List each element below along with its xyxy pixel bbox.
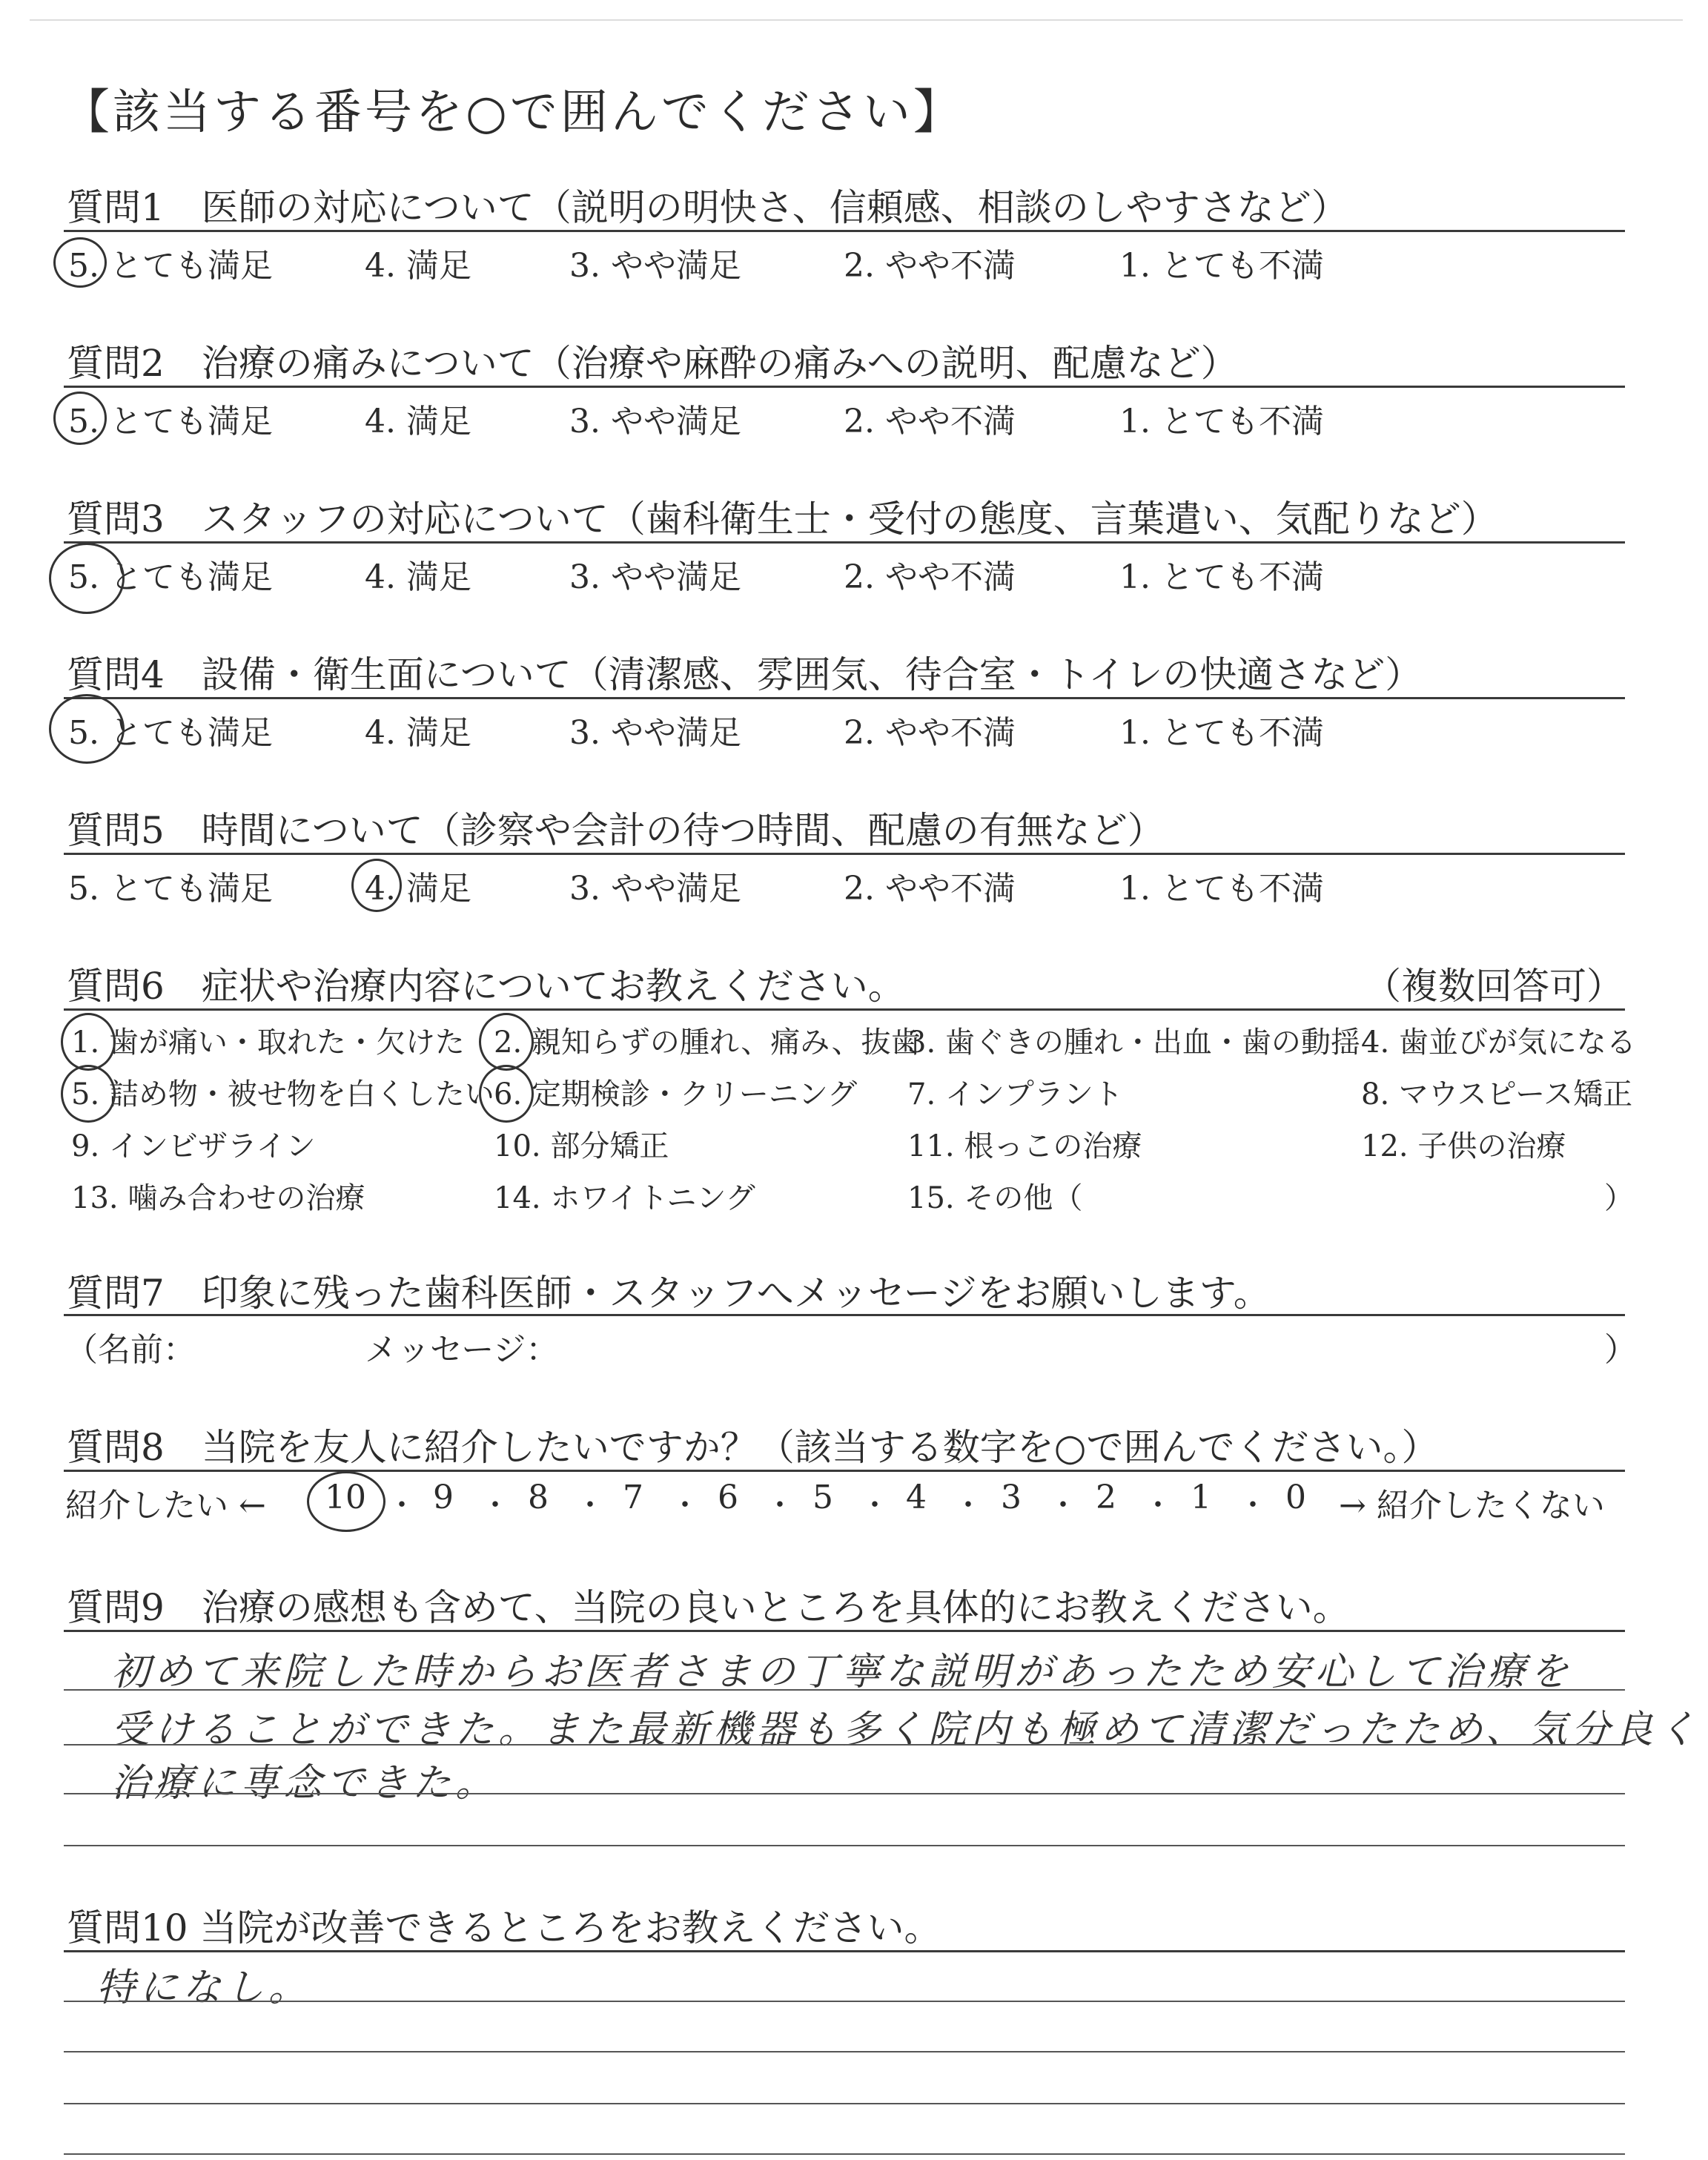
q6-item-13[interactable]: 13. 噛み合わせの治療 — [71, 1181, 365, 1215]
q6-item-9[interactable]: 9. インビザライン — [71, 1129, 316, 1163]
q2-option-1[interactable]: 1. とても不満 — [1119, 403, 1324, 440]
q8-scale-7[interactable]: 7 — [623, 1479, 643, 1516]
q5-rule — [64, 853, 1625, 855]
q5-title: 質問5 時間について（診察や会計の待つ時間、配慮の有無など） — [67, 809, 1165, 852]
q3-option-2[interactable]: 2. やや不満 — [844, 558, 1016, 596]
q10-rule-2 — [64, 2001, 1625, 2002]
q1-title: 質問1 医師の対応について（説明の明快さ、信頼感、相談のしやすさなど） — [67, 186, 1348, 229]
q9-rule-2 — [64, 1689, 1625, 1691]
q4-option-2[interactable]: 2. やや不満 — [844, 714, 1016, 752]
scan-top-edge — [30, 19, 1683, 21]
q6-item-8[interactable]: 8. マウスピース矯正 — [1361, 1077, 1633, 1112]
q8-scale-3[interactable]: 3 — [1001, 1479, 1022, 1516]
q6-item-2-circle — [479, 1013, 534, 1071]
q4-option-5[interactable]: 5. とても満足 — [68, 714, 273, 752]
q3-rule — [64, 541, 1625, 544]
q8-scale-4[interactable]: 4 — [906, 1479, 927, 1516]
q1-option-3[interactable]: 3. やや満足 — [569, 247, 741, 285]
q8-separator: ・ — [1048, 1488, 1078, 1522]
q6-item-12[interactable]: 12. 子供の治療 — [1361, 1129, 1566, 1163]
q2-option-4[interactable]: 4. 満足 — [365, 403, 471, 440]
q2-selection-circle — [53, 392, 107, 445]
q2-rule — [64, 386, 1625, 388]
q6-multiple-note: （複数回答可） — [1364, 965, 1623, 1008]
q7-title: 質問7 印象に残った歯科医師・スタッフへメッセージをお願いします。 — [67, 1272, 1271, 1315]
q10-rule-3 — [64, 2051, 1625, 2052]
q9-title: 質問9 治療の感想も含めて、当院の良いところを具体的にお教えください。 — [67, 1586, 1350, 1629]
q1-option-2[interactable]: 2. やや不満 — [844, 247, 1016, 285]
q6-item-3[interactable]: 3. 歯ぐきの腫れ・出血・歯の動揺 — [907, 1025, 1360, 1060]
q3-option-1[interactable]: 1. とても不満 — [1119, 558, 1324, 596]
q8-selection-circle — [307, 1471, 385, 1532]
q8-separator: ・ — [953, 1488, 983, 1522]
q9-answer-line-3: 治療に専念できた。 — [111, 1761, 499, 1806]
q6-item-1[interactable]: 1. 歯が痛い・取れた・欠けた — [71, 1025, 465, 1060]
q6-item-2[interactable]: 2. 親知らずの腫れ、痛み、抜歯 — [494, 1025, 921, 1060]
q10-rule-4 — [64, 2103, 1625, 2104]
q6-item-6[interactable]: 6. 定期検診・クリーニング — [494, 1077, 858, 1112]
q9-answer-line-2: 受けることができた。また最新機器も多く院内も極めて清潔だったため、気分良く — [111, 1708, 1701, 1752]
q6-item-11[interactable]: 11. 根っこの治療 — [907, 1129, 1142, 1163]
q4-title: 質問4 設備・衛生面について（清潔感、雰囲気、待合室・トイレの快適さなど） — [67, 653, 1423, 696]
q8-separator: ・ — [480, 1488, 510, 1522]
q8-left-label: 紹介したい ← — [65, 1487, 266, 1525]
q6-item-4[interactable]: 4. 歯並びが気になる — [1361, 1025, 1636, 1060]
q8-separator: ・ — [860, 1488, 890, 1522]
q5-option-3[interactable]: 3. やや満足 — [569, 870, 741, 908]
q1-option-4[interactable]: 4. 満足 — [365, 247, 471, 285]
form-header: 【該当する番号を○で囲んでください】 — [62, 85, 964, 140]
q2-option-2[interactable]: 2. やや不満 — [844, 403, 1016, 440]
q6-item-5[interactable]: 5. 詰め物・被せ物を白くしたい — [71, 1077, 494, 1112]
q8-rule — [64, 1470, 1625, 1472]
q7-close-paren: ） — [1604, 1331, 1637, 1369]
q8-separator: ・ — [1238, 1488, 1268, 1522]
q7-rule — [64, 1314, 1625, 1316]
q2-option-3[interactable]: 3. やや満足 — [569, 403, 741, 440]
q6-title: 質問6 症状や治療内容についてお教えください。 — [67, 965, 905, 1008]
q9-rule-4 — [64, 1793, 1625, 1794]
q8-title: 質問8 当院を友人に紹介したいですか？（該当する数字を○で囲んでください。） — [67, 1426, 1439, 1469]
q6-item-14[interactable]: 14. ホワイトニング — [494, 1181, 755, 1215]
q7-name-label: （名前： — [65, 1331, 196, 1369]
q8-scale-6[interactable]: 6 — [718, 1479, 738, 1516]
q10-answer-line-1: 特になし。 — [96, 1966, 312, 2010]
q3-option-4[interactable]: 4. 満足 — [365, 558, 471, 596]
q10-rule-5 — [64, 2153, 1625, 2155]
q10-rule-1 — [64, 1950, 1625, 1952]
q8-scale-10[interactable]: 10 — [325, 1479, 366, 1516]
q8-right-label: → 紹介したくない — [1339, 1487, 1605, 1525]
q9-rule-3 — [64, 1744, 1625, 1745]
q1-rule — [64, 230, 1625, 232]
q1-option-1[interactable]: 1. とても不満 — [1119, 247, 1324, 285]
q6-rule — [64, 1008, 1625, 1011]
q9-rule-5 — [64, 1845, 1625, 1846]
q1-selection-circle — [53, 237, 107, 288]
q3-option-5[interactable]: 5. とても満足 — [68, 558, 273, 596]
q1-option-5[interactable]: 5. とても満足 — [68, 247, 273, 285]
q8-scale-9[interactable]: 9 — [433, 1479, 454, 1516]
q6-other-close-paren: ） — [1604, 1181, 1634, 1215]
q4-rule — [64, 697, 1625, 699]
q6-item-6-circle — [479, 1065, 534, 1123]
q8-scale-0[interactable]: 0 — [1285, 1479, 1306, 1516]
q4-selection-circle — [49, 694, 125, 764]
q8-scale-2[interactable]: 2 — [1096, 1479, 1116, 1516]
q8-scale-8[interactable]: 8 — [528, 1479, 549, 1516]
q5-selection-circle — [351, 859, 402, 912]
q5-option-2[interactable]: 2. やや不満 — [844, 870, 1016, 908]
q8-separator: ・ — [670, 1488, 700, 1522]
q3-selection-circle — [49, 543, 125, 614]
q3-option-3[interactable]: 3. やや満足 — [569, 558, 741, 596]
q6-item-7[interactable]: 7. インプラント — [907, 1077, 1123, 1112]
q9-rule-1 — [64, 1630, 1625, 1632]
q9-answer-line-1: 初めて来院した時からお医者さまの丁寧な説明があったため安心して治療を — [111, 1650, 1573, 1694]
q4-option-1[interactable]: 1. とても不満 — [1119, 714, 1324, 752]
q8-separator: ・ — [765, 1488, 795, 1522]
q4-option-3[interactable]: 3. やや満足 — [569, 714, 741, 752]
q8-scale-1[interactable]: 1 — [1191, 1479, 1211, 1516]
q8-scale-5[interactable]: 5 — [812, 1479, 833, 1516]
q10-title: 質問10 当院が改善できるところをお教えください。 — [67, 1906, 941, 1949]
q6-item-5-circle — [61, 1065, 116, 1123]
q2-title: 質問2 治療の痛みについて（治療や麻酔の痛みへの説明、配慮など） — [67, 342, 1238, 385]
q8-separator: ・ — [387, 1488, 417, 1522]
q2-option-5[interactable]: 5. とても満足 — [68, 403, 273, 440]
q8-separator: ・ — [1143, 1488, 1173, 1522]
q6-item-10[interactable]: 10. 部分矯正 — [494, 1129, 669, 1163]
q5-option-1[interactable]: 1. とても不満 — [1119, 870, 1324, 908]
q8-separator: ・ — [575, 1488, 605, 1522]
q4-option-4[interactable]: 4. 満足 — [365, 714, 471, 752]
q7-message-label: メッセージ： — [365, 1331, 559, 1369]
q5-option-5[interactable]: 5. とても満足 — [68, 870, 273, 908]
q5-option-4[interactable]: 4. 満足 — [365, 870, 471, 908]
q6-item-15-other[interactable]: 15. その他（ — [907, 1181, 1083, 1215]
q3-title: 質問3 スタッフの対応について（歯科衛生士・受付の態度、言葉遣い、気配りなど） — [67, 498, 1498, 541]
q6-item-1-circle — [61, 1013, 116, 1071]
